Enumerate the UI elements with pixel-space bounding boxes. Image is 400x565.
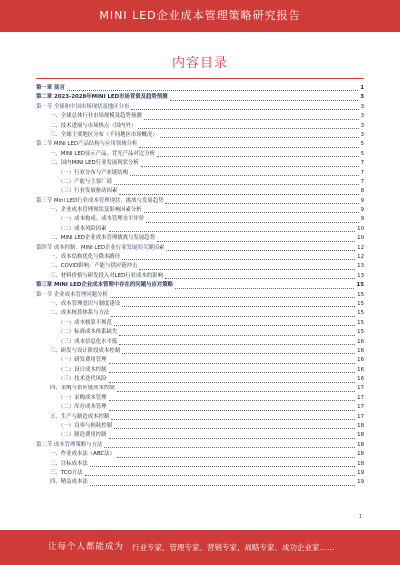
toc-entry-label: 一、作业成本法（ABC法）: [50, 451, 115, 458]
toc-entry-page: 1: [360, 84, 364, 91]
toc-leader-dots: [139, 268, 355, 270]
toc-entry[interactable]: [36, 309, 364, 318]
toc-entry-page: 9: [360, 207, 364, 214]
toc-leader-dots: [122, 258, 355, 260]
toc-entry-page: 19: [357, 470, 364, 476]
toc-leader-dots: [141, 165, 359, 167]
toc-leader-dots: [109, 437, 356, 439]
toc-entry-page: 16: [357, 376, 364, 383]
toc-entry-page: 12: [357, 254, 364, 261]
toc-entry-label: （一）行业分布与产业链结构: [58, 169, 129, 176]
toc-entry-label: 一、成本管理意识与制度建设: [50, 300, 121, 307]
toc-entry[interactable]: [36, 206, 364, 215]
toc-entry-page: 3: [360, 103, 364, 110]
table-of-contents: [36, 84, 364, 488]
toc-leader-dots: [144, 118, 359, 120]
toc-entry[interactable]: [36, 328, 364, 337]
toc-entry[interactable]: [36, 272, 364, 281]
toc-entry[interactable]: [36, 422, 364, 431]
toc-entry-page: 15: [357, 319, 364, 326]
toc-entry-label: 一、MINI LED显示产品、背光产品对比分析: [50, 150, 155, 157]
toc-entry-label: 第一节 全球和中国市场现状及地区分布: [36, 103, 130, 110]
toc-entry-page: 7: [360, 169, 364, 176]
toc-leader-dots: [90, 484, 355, 486]
toc-entry[interactable]: [36, 375, 364, 384]
toc-entry[interactable]: [36, 338, 364, 347]
toc-entry-page: 18: [357, 460, 364, 467]
toc-entry[interactable]: [36, 291, 364, 300]
toc-entry-label: （二）库存成本管理: [58, 404, 107, 411]
toc-leader-dots: [131, 108, 358, 110]
toc-entry[interactable]: [36, 244, 364, 253]
toc-entry-label: 第二节 成本管理策略与方法: [36, 441, 103, 448]
toc-leader-dots: [114, 427, 355, 429]
toc-leader-dots: [166, 249, 355, 251]
toc-entry-label: 第一章 前言: [36, 84, 65, 91]
toc-entry-page: 18: [357, 441, 364, 448]
toc-entry-page: 5: [360, 150, 364, 157]
toc-entry-page: 7: [360, 160, 364, 167]
toc-entry-page: 17: [357, 385, 364, 392]
toc-entry-page: 15: [357, 310, 364, 317]
toc-leader-dots: [122, 352, 355, 354]
toc-entry[interactable]: [36, 253, 364, 262]
toc-leader-dots: [109, 371, 356, 373]
toc-entry-page: 15: [357, 291, 364, 298]
toc-entry[interactable]: [36, 187, 364, 196]
toc-entry[interactable]: [36, 356, 364, 365]
toc-entry-page: 15: [357, 329, 364, 336]
toc-entry-page: 18: [357, 423, 364, 430]
toc-entry-label: 二、目标成本法: [50, 460, 88, 467]
toc-entry[interactable]: [36, 122, 364, 131]
toc-entry-page: 16: [357, 366, 364, 373]
toc-leader-dots: [119, 334, 355, 336]
toc-leader-dots: [104, 446, 355, 448]
toc-entry-label: （二）设计成本控制: [58, 366, 107, 373]
toc-entry-label: 一、全球总体行业市场规模及趋势预测: [50, 113, 142, 120]
toc-entry[interactable]: [36, 234, 364, 243]
toc-entry-page: 13: [357, 272, 364, 279]
toc-entry[interactable]: [36, 460, 364, 469]
toc-entry-label: 第二章 2023-2028年MINI LED市场背景及趋势预测: [36, 94, 168, 101]
toc-entry-page: 15: [356, 282, 364, 289]
toc-leader-dots: [110, 296, 355, 298]
toc-leader-dots: [138, 127, 358, 129]
toc-entry[interactable]: [36, 366, 364, 375]
toc-leader-dots: [117, 456, 355, 458]
toc-entry[interactable]: [36, 300, 364, 309]
toc-entry-label: （二）标准成本体系缺失: [58, 329, 118, 336]
toc-entry-page: 5: [360, 141, 364, 148]
toc-entry[interactable]: [36, 478, 364, 487]
toc-leader-dots: [109, 381, 356, 383]
toc-entry-page: 17: [357, 394, 364, 401]
toc-entry-label: （一）成本构成、成本管理水平评价: [58, 216, 145, 223]
toc-entry-label: （三）行业发展驱动因素: [58, 188, 118, 195]
toc-entry[interactable]: [36, 178, 364, 187]
toc-entry-page: 10: [357, 225, 364, 232]
toc-leader-dots: [111, 418, 355, 420]
toc-entry-label: 三、材料价格与研发投入对LED行业成本的影响: [50, 272, 163, 279]
toc-entry-page: 12: [357, 244, 364, 251]
toc-entry-page: 3: [360, 94, 364, 101]
toc-entry-label: （三）技术迭代风险: [58, 376, 107, 383]
toc-entry-page: 16: [357, 338, 364, 345]
toc-entry-label: 四、采购与供应链成本控制: [50, 385, 115, 392]
toc-leader-dots: [170, 99, 359, 101]
toc-entry-label: （二）成本风险因素: [58, 225, 107, 232]
toc-entry[interactable]: [36, 450, 364, 459]
toc-entry-label: 二、技术进展与市场热点（国内外）: [50, 122, 137, 129]
toc-entry-page: 9: [360, 216, 364, 223]
toc-entry[interactable]: [36, 150, 364, 159]
toc-entry-page: 3: [360, 131, 364, 138]
toc-entry-label: 三、TCO方法: [50, 470, 83, 476]
toc-entry[interactable]: [36, 262, 364, 271]
toc-entry-label: 二、成本核算体系与方法: [50, 310, 110, 317]
toc-entry-label: 第三章 MINI LED企业成本管理中存在的问题与应对策略: [36, 282, 174, 289]
toc-entry-label: 五、生产与制造成本控制: [50, 413, 110, 420]
toc-leader-dots: [109, 409, 356, 411]
toc-leader-dots: [139, 146, 358, 148]
header-banner: [0, 0, 400, 32]
toc-entry[interactable]: [36, 169, 364, 178]
toc-entry-page: 16: [357, 357, 364, 364]
toc-entry-page: 17: [357, 404, 364, 411]
toc-entry[interactable]: [36, 103, 364, 112]
toc-entry[interactable]: [36, 319, 364, 328]
footer-slogan: 让每个人都能成为: [48, 542, 125, 552]
toc-leader-dots: [144, 211, 359, 213]
toc-entry[interactable]: [36, 385, 364, 394]
toc-leader-dots: [114, 324, 355, 326]
toc-entry-label: （一）研发费用管理: [58, 357, 107, 364]
toc-entry[interactable]: [36, 93, 364, 102]
footer-banner: [0, 530, 400, 565]
toc-entry-label: 第三节 Mini LED行业成本管理现状、挑战与发展趋势: [36, 197, 164, 204]
toc-entry[interactable]: [36, 469, 364, 478]
footer-roles: 行业专家、管理专家、营销专家、战略专家、成功企业家……: [132, 543, 335, 552]
toc-entry-page: 18: [357, 451, 364, 458]
toc-leader-dots: [165, 277, 355, 279]
toc-entry[interactable]: [36, 281, 364, 290]
toc-entry-page: 7: [360, 178, 364, 185]
toc-entry-label: （三）成本信息化水平低: [58, 338, 118, 345]
toc-entry-label: （一）良率与损耗控制: [58, 423, 112, 430]
toc-leader-dots: [117, 390, 355, 392]
toc-entry[interactable]: [36, 215, 364, 224]
toc-entry-page: 8: [360, 188, 364, 195]
report-title: MINI LED企业成本管理策略研究报告: [99, 9, 301, 22]
toc-entry[interactable]: [36, 394, 364, 403]
toc-entry-label: 第四节 成本控制：MINI LED企业行业发展的关键因素: [36, 244, 165, 251]
toc-leader-dots: [111, 315, 355, 317]
toc-entry[interactable]: [36, 112, 364, 121]
toc-entry-label: （一）采购成本管理: [58, 394, 107, 401]
toc-entry[interactable]: [36, 431, 364, 440]
toc-entry[interactable]: [36, 140, 364, 149]
toc-title: 内容目录: [171, 56, 228, 71]
toc-entry-label: （一）成本核算不规范: [58, 319, 112, 326]
toc-leader-dots: [119, 193, 358, 195]
toc-entry[interactable]: [36, 347, 364, 356]
toc-entry-label: （二）产能与主要厂商: [58, 178, 112, 185]
toc-entry-label: 一、成本结构优化与降本路径: [50, 254, 121, 261]
toc-entry-label: 一、企业成本管理现状及影响因素分析: [50, 207, 142, 214]
toc-entry-label: 二、MINI LED企业成本管理挑战与发展趋势: [50, 235, 155, 242]
toc-entry[interactable]: [36, 225, 364, 234]
toc-leader-dots: [157, 240, 355, 242]
toc-entry[interactable]: [36, 159, 364, 168]
toc-leader-dots: [90, 465, 355, 467]
toc-entry[interactable]: [36, 403, 364, 412]
toc-leader-dots: [119, 343, 355, 345]
toc-entry-page: 15: [357, 300, 364, 307]
toc-leader-dots: [109, 362, 356, 364]
toc-leader-dots: [130, 174, 358, 176]
toc-entry-label: 第一节 企业成本管理问题分析: [36, 291, 108, 298]
toc-entry-label: 第二节 MINI LED产品结构与应用领域分析: [36, 141, 138, 148]
toc-entry[interactable]: [36, 84, 364, 93]
toc-leader-dots: [114, 183, 359, 185]
toc-leader-dots: [122, 305, 355, 307]
toc-leader-dots: [67, 89, 358, 91]
toc-entry-page: 13: [357, 263, 364, 270]
toc-leader-dots: [160, 136, 359, 138]
toc-entry-label: 二、COVID影响：产能与供应链冲击: [50, 263, 138, 270]
toc-entry-page: 16: [357, 347, 364, 354]
toc-entry-label: 二、国内MINI LED行业发展现状分析: [50, 160, 139, 167]
toc-leader-dots: [165, 202, 358, 204]
toc-entry-page: 9: [360, 197, 364, 204]
toc-leader-dots: [109, 230, 356, 232]
toc-entry-page: 18: [357, 432, 364, 439]
toc-entry-page: 17: [357, 413, 364, 420]
toc-leader-dots: [175, 287, 354, 289]
toc-entry-page: 10: [357, 235, 364, 242]
toc-entry-page: 3: [360, 113, 364, 120]
toc-entry[interactable]: [36, 131, 364, 140]
toc-leader-dots: [109, 399, 356, 401]
toc-entry[interactable]: [36, 441, 364, 450]
toc-leader-dots: [157, 155, 359, 157]
toc-entry-label: 三、全球主要地区分布（不同地区市场概况）: [50, 131, 158, 138]
toc-title-divider: [36, 78, 364, 79]
page-number: 1: [358, 514, 362, 520]
toc-entry[interactable]: [36, 413, 364, 422]
toc-entry-page: 3: [360, 122, 364, 129]
toc-entry-label: （二）制造费用控制: [58, 432, 107, 439]
toc-entry-label: 三、研发与设计阶段成本控制: [50, 347, 121, 354]
toc-entry[interactable]: [36, 197, 364, 206]
toc-entry-page: 19: [357, 479, 364, 486]
toc-entry-label: 四、精益成本法: [50, 479, 88, 486]
toc-leader-dots: [85, 474, 356, 476]
toc-leader-dots: [146, 221, 358, 223]
